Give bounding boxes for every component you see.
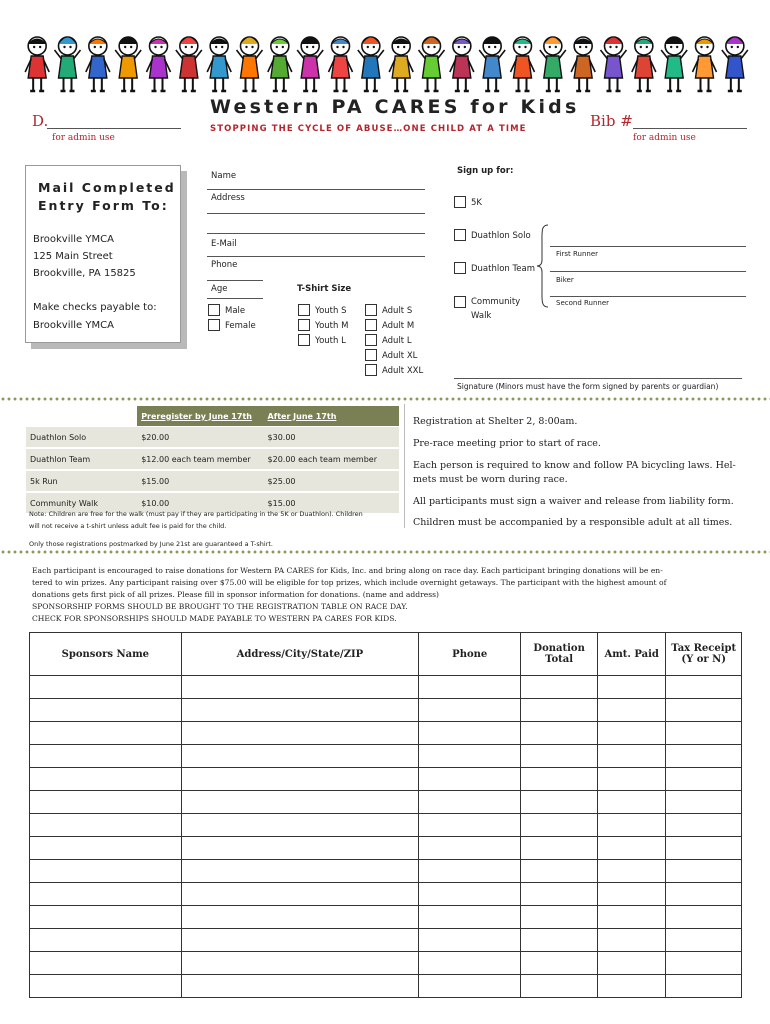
sponsor-cell[interactable] bbox=[419, 676, 521, 699]
kids-banner-image bbox=[22, 32, 750, 94]
sponsor-cell[interactable] bbox=[666, 722, 742, 745]
sponsor-cell[interactable] bbox=[521, 676, 598, 699]
sponsor-header-donation bbox=[521, 633, 598, 676]
sponsor-cell[interactable] bbox=[30, 906, 182, 929]
sponsor-cell[interactable] bbox=[597, 676, 665, 699]
receipt-header-line1: Tax Receipt bbox=[671, 643, 737, 654]
sponsor-row bbox=[30, 676, 742, 699]
divider-dots-1 bbox=[0, 397, 770, 401]
pricing-header-blank bbox=[26, 406, 137, 427]
cartoon-kid-icon bbox=[450, 37, 474, 91]
sponsor-cell[interactable] bbox=[666, 837, 742, 860]
cartoon-kid-icon bbox=[147, 37, 171, 91]
community-label: Community bbox=[471, 297, 521, 307]
sponsor-cell[interactable] bbox=[521, 906, 598, 929]
sponsor-cell[interactable] bbox=[666, 676, 742, 699]
sponsor-cell[interactable] bbox=[181, 837, 419, 860]
sponsor-header-tax-receipt bbox=[666, 633, 742, 676]
youth-s-checkbox[interactable] bbox=[298, 304, 310, 316]
sponsor-cell[interactable] bbox=[597, 883, 665, 906]
cartoon-kid-icon bbox=[632, 37, 656, 91]
mail-heading-line2: Entry Form To: bbox=[38, 198, 169, 213]
sponsor-row bbox=[30, 906, 742, 929]
walk-label: Walk bbox=[471, 311, 492, 321]
phone-label: Phone bbox=[211, 260, 238, 270]
sponsor-cell[interactable] bbox=[666, 745, 742, 768]
name-field[interactable] bbox=[207, 189, 425, 190]
sponsor-cell[interactable] bbox=[521, 860, 598, 883]
youth-m-checkbox[interactable] bbox=[298, 319, 310, 331]
sponsor-cell[interactable] bbox=[419, 722, 521, 745]
sponsor-cell[interactable] bbox=[181, 860, 419, 883]
tagline: STOPPING THE CYCLE OF ABUSE…ONE CHILD AT A TIME bbox=[210, 124, 527, 134]
sponsor-cell[interactable] bbox=[419, 699, 521, 722]
bib-note: for admin use bbox=[633, 133, 696, 143]
info-line-children: Children must be accompanied by a responsible adult at all times. bbox=[413, 517, 733, 528]
sponsor-cell[interactable] bbox=[597, 952, 665, 975]
pricing-event: Community Walk bbox=[26, 492, 137, 514]
second-runner-label: Second Runner bbox=[556, 299, 610, 307]
pricing-pre: $20.00 bbox=[137, 427, 263, 449]
second-runner-field[interactable] bbox=[550, 296, 746, 297]
sponsor-cell[interactable] bbox=[521, 952, 598, 975]
pricing-header-row bbox=[26, 406, 399, 427]
sponsor-cell[interactable] bbox=[521, 837, 598, 860]
sponsor-cell[interactable] bbox=[181, 745, 419, 768]
mail-heading-line1: Mail Completed bbox=[38, 180, 176, 195]
first-runner-field[interactable] bbox=[550, 246, 746, 247]
sponsor-cell[interactable] bbox=[419, 814, 521, 837]
sponsor-cell[interactable] bbox=[419, 929, 521, 952]
female-label: Female bbox=[225, 321, 256, 331]
sponsor-cell[interactable] bbox=[419, 837, 521, 860]
adult-xxl-checkbox[interactable] bbox=[365, 364, 377, 376]
sponsor-cell[interactable] bbox=[30, 929, 182, 952]
receipt-header-line2: (Y or N) bbox=[681, 654, 727, 665]
community-walk-checkbox[interactable] bbox=[454, 296, 466, 308]
pricing-header-preregister: Preregister by June 17th bbox=[137, 406, 263, 427]
sponsor-cell[interactable] bbox=[30, 975, 182, 998]
pricing-pre: $12.00 each team member bbox=[137, 448, 263, 470]
sponsor-cell[interactable] bbox=[521, 929, 598, 952]
pricing-after: $15.00 bbox=[264, 492, 399, 514]
5k-checkbox[interactable] bbox=[454, 196, 466, 208]
duathlon-team-label: Duathlon Team bbox=[471, 264, 535, 274]
sponsor-cell[interactable] bbox=[597, 814, 665, 837]
pricing-event: Duathlon Team bbox=[26, 448, 137, 470]
admin-id-label: D. bbox=[32, 112, 49, 130]
pricing-after: $30.00 bbox=[264, 427, 399, 449]
sponsor-cell[interactable] bbox=[181, 814, 419, 837]
pricing-table bbox=[26, 406, 399, 515]
sponsor-header-row bbox=[30, 633, 742, 676]
sponsor-row bbox=[30, 699, 742, 722]
pricing-note-line1: Note: Children are free for the walk (must pay if they are participating in the 5K or Duathlon). Children bbox=[29, 510, 363, 518]
female-checkbox[interactable] bbox=[208, 319, 220, 331]
sponsor-header-name: Sponsors Name bbox=[30, 633, 182, 676]
sponsor-cell[interactable] bbox=[181, 722, 419, 745]
sponsor-row bbox=[30, 768, 742, 791]
adult-m-checkbox[interactable] bbox=[365, 319, 377, 331]
address-label: Address bbox=[211, 193, 245, 203]
cartoon-kid-icon bbox=[722, 37, 748, 91]
admin-id-line[interactable] bbox=[47, 128, 181, 129]
pricing-event: Duathlon Solo bbox=[26, 427, 137, 449]
sponsor-cell[interactable] bbox=[181, 768, 419, 791]
name-label: Name bbox=[211, 171, 237, 181]
cartoon-kid-icon bbox=[268, 37, 292, 91]
signature-note: Signature (Minors must have the form signed by parents or guardian) bbox=[457, 382, 719, 391]
admin-id-note: for admin use bbox=[52, 133, 115, 143]
sponsor-cell[interactable] bbox=[181, 929, 419, 952]
sponsor-row bbox=[30, 929, 742, 952]
sponsor-row bbox=[30, 952, 742, 975]
checks-payee: Brookville YMCA bbox=[33, 320, 114, 331]
cartoon-kid-icon bbox=[207, 37, 231, 91]
adult-l-label: Adult L bbox=[382, 336, 412, 346]
checks-label: Make checks payable to: bbox=[33, 302, 157, 313]
pricing-row bbox=[26, 427, 399, 449]
sponsor-cell[interactable] bbox=[666, 975, 742, 998]
donation-caps-line2: CHECK FOR SPONSORSHIPS SHOULD MADE PAYABLE TO WESTERN PA CARES FOR KIDS. bbox=[32, 614, 397, 623]
sponsor-cell[interactable] bbox=[666, 929, 742, 952]
sponsor-cell[interactable] bbox=[181, 975, 419, 998]
sponsor-row bbox=[30, 883, 742, 906]
cartoon-kid-icon bbox=[358, 37, 384, 91]
sponsor-cell[interactable] bbox=[30, 883, 182, 906]
adult-m-label: Adult M bbox=[382, 321, 415, 331]
sponsor-cell[interactable] bbox=[666, 768, 742, 791]
donation-para-line3: donations gets first pick of all prizes. Please fill in sponsor information for donations. (name and address) bbox=[32, 590, 440, 599]
sponsor-header-address: Address/City/State/ZIP bbox=[181, 633, 419, 676]
cartoon-kid-icon bbox=[297, 37, 323, 91]
sponsor-cell[interactable] bbox=[521, 791, 598, 814]
5k-label: 5K bbox=[471, 198, 482, 208]
adult-s-label: Adult S bbox=[382, 306, 413, 316]
sponsor-cell[interactable] bbox=[419, 975, 521, 998]
sponsor-row bbox=[30, 860, 742, 883]
email-field[interactable] bbox=[207, 256, 425, 257]
sponsor-cell[interactable] bbox=[521, 745, 598, 768]
sponsor-cell[interactable] bbox=[597, 722, 665, 745]
sponsor-cell[interactable] bbox=[521, 883, 598, 906]
youth-s-label: Youth S bbox=[315, 306, 347, 316]
mail-address-line3: Brookville, PA 15825 bbox=[33, 268, 136, 279]
cartoon-kid-icon bbox=[25, 37, 49, 91]
adult-xl-checkbox[interactable] bbox=[365, 349, 377, 361]
pricing-note-line2: will not receive a t-shirt unless adult fee is paid for the child. bbox=[29, 522, 227, 530]
youth-l-checkbox[interactable] bbox=[298, 334, 310, 346]
sponsor-cell[interactable] bbox=[666, 860, 742, 883]
sponsor-cell[interactable] bbox=[30, 699, 182, 722]
sponsor-cell[interactable] bbox=[597, 929, 665, 952]
cartoon-kid-icon bbox=[540, 37, 566, 91]
donation-para-line2: tered to win prizes. Any participant raising over $75.00 will be eligible for top prizes, which include overnight getaways. The participant with the highest amount of bbox=[32, 578, 667, 587]
sponsor-cell[interactable] bbox=[30, 791, 182, 814]
sponsor-cell[interactable] bbox=[666, 814, 742, 837]
first-runner-label: First Runner bbox=[556, 250, 598, 258]
youth-m-label: Youth M bbox=[315, 321, 349, 331]
youth-l-label: Youth L bbox=[315, 336, 346, 346]
sponsor-cell[interactable] bbox=[30, 952, 182, 975]
sponsor-cell[interactable] bbox=[666, 883, 742, 906]
tshirt-guarantee-note: Only those registrations postmarked by June 21st are guaranteed a T-shirt. bbox=[29, 540, 273, 548]
sponsor-cell[interactable] bbox=[181, 676, 419, 699]
pricing-pre: $10.00 bbox=[137, 492, 263, 514]
sponsor-row bbox=[30, 791, 742, 814]
adult-xl-label: Adult XL bbox=[382, 351, 418, 361]
pricing-row bbox=[26, 448, 399, 470]
sponsor-cell[interactable] bbox=[181, 791, 419, 814]
sponsor-row bbox=[30, 745, 742, 768]
cartoon-kid-icon bbox=[389, 37, 413, 91]
donation-para-line1: Each participant is encouraged to raise donations for Western PA CARES for Kids, Inc. and bring along on race day. Each participant bringing donations will be en- bbox=[32, 566, 663, 575]
sponsor-cell[interactable] bbox=[419, 768, 521, 791]
cartoon-kid-icon bbox=[479, 37, 505, 91]
sponsor-cell[interactable] bbox=[419, 745, 521, 768]
sponsor-cell[interactable] bbox=[419, 860, 521, 883]
pricing-header-after: After June 17th bbox=[264, 406, 399, 427]
sponsor-cell[interactable] bbox=[181, 883, 419, 906]
sponsor-row bbox=[30, 837, 742, 860]
sponsor-cell[interactable] bbox=[419, 906, 521, 929]
adult-l-checkbox[interactable] bbox=[365, 334, 377, 346]
mail-address-line2: 125 Main Street bbox=[33, 251, 113, 262]
sponsor-cell[interactable] bbox=[597, 745, 665, 768]
male-checkbox[interactable] bbox=[208, 304, 220, 316]
sponsor-cell[interactable] bbox=[521, 814, 598, 837]
pricing-pre: $15.00 bbox=[137, 470, 263, 492]
duathlon-team-checkbox[interactable] bbox=[454, 262, 466, 274]
sponsor-cell[interactable] bbox=[597, 699, 665, 722]
sponsor-cell[interactable] bbox=[597, 791, 665, 814]
sponsor-cell[interactable] bbox=[597, 860, 665, 883]
age-field[interactable] bbox=[207, 298, 263, 299]
address-field-line1[interactable] bbox=[207, 213, 425, 214]
pricing-after: $25.00 bbox=[264, 470, 399, 492]
pricing-after: $20.00 each team member bbox=[264, 448, 399, 470]
cartoon-kid-icon bbox=[86, 37, 110, 91]
sponsor-cell[interactable] bbox=[666, 906, 742, 929]
sponsor-cell[interactable] bbox=[30, 860, 182, 883]
cartoon-kid-icon bbox=[329, 37, 353, 91]
sponsor-row bbox=[30, 814, 742, 837]
donation-header-line1: Donation bbox=[533, 643, 585, 654]
duathlon-solo-checkbox[interactable] bbox=[454, 229, 466, 241]
team-brace-icon bbox=[536, 224, 550, 308]
sponsor-cell[interactable] bbox=[666, 791, 742, 814]
cartoon-kid-icon bbox=[55, 37, 81, 91]
cartoon-kid-icon bbox=[601, 37, 627, 91]
sponsor-cell[interactable] bbox=[597, 906, 665, 929]
sponsor-cell[interactable] bbox=[30, 722, 182, 745]
cartoon-kid-icon bbox=[419, 37, 445, 91]
sponsor-cell[interactable] bbox=[419, 791, 521, 814]
sponsor-cell[interactable] bbox=[521, 975, 598, 998]
cartoon-kid-icon bbox=[176, 37, 202, 91]
biker-field[interactable] bbox=[550, 271, 746, 272]
bib-label: Bib # bbox=[590, 112, 633, 130]
sponsor-header-amt-paid: Amt. Paid bbox=[597, 633, 665, 676]
sponsor-cell[interactable] bbox=[181, 699, 419, 722]
sponsor-cell[interactable] bbox=[597, 837, 665, 860]
info-line-registration: Registration at Shelter 2, 8:00am. bbox=[413, 416, 578, 427]
sponsor-cell[interactable] bbox=[181, 952, 419, 975]
sponsor-cell[interactable] bbox=[521, 699, 598, 722]
tshirt-size-label: T-Shirt Size bbox=[297, 284, 352, 294]
cartoon-kid-icon bbox=[115, 37, 141, 91]
phone-field[interactable] bbox=[207, 280, 263, 281]
info-line-bicycle-b: mets must be worn during race. bbox=[413, 474, 568, 485]
cartoon-kid-icon bbox=[571, 37, 595, 91]
sponsor-cell[interactable] bbox=[521, 722, 598, 745]
biker-label: Biker bbox=[556, 276, 574, 284]
info-line-meeting: Pre-race meeting prior to start of race. bbox=[413, 438, 601, 449]
pricing-event: 5k Run bbox=[26, 470, 137, 492]
sponsor-table bbox=[29, 632, 742, 998]
address-field-line2[interactable] bbox=[207, 233, 425, 234]
info-line-waiver: All participants must sign a waiver and release from liability form. bbox=[413, 496, 734, 507]
cartoon-kid-icon bbox=[511, 37, 535, 91]
page-title: Western PA CARES for Kids bbox=[210, 96, 580, 118]
mail-to-box bbox=[25, 165, 181, 343]
email-label: E-Mail bbox=[211, 239, 237, 249]
sponsor-cell[interactable] bbox=[597, 975, 665, 998]
sponsor-row bbox=[30, 722, 742, 745]
sponsor-cell[interactable] bbox=[30, 837, 182, 860]
cartoon-kid-icon bbox=[237, 37, 263, 91]
sponsor-header-phone: Phone bbox=[419, 633, 521, 676]
age-label: Age bbox=[211, 284, 228, 294]
signup-label: Sign up for: bbox=[457, 166, 514, 176]
sponsor-cell[interactable] bbox=[666, 699, 742, 722]
sponsor-cell[interactable] bbox=[30, 745, 182, 768]
male-label: Male bbox=[225, 306, 246, 316]
divider-dots-2 bbox=[0, 550, 770, 554]
sponsor-cell[interactable] bbox=[30, 768, 182, 791]
mail-address-line1: Brookville YMCA bbox=[33, 234, 114, 245]
sponsor-cell[interactable] bbox=[597, 768, 665, 791]
sponsor-cell[interactable] bbox=[666, 952, 742, 975]
sponsor-cell[interactable] bbox=[521, 768, 598, 791]
cartoon-kid-icon bbox=[693, 37, 717, 91]
sponsor-cell[interactable] bbox=[419, 883, 521, 906]
info-line-bicycle-a: Each person is required to know and follow PA bicycling laws. Hel- bbox=[413, 460, 736, 471]
adult-xxl-label: Adult XXL bbox=[382, 366, 424, 376]
sponsor-cell[interactable] bbox=[30, 814, 182, 837]
pricing-row bbox=[26, 470, 399, 492]
duathlon-solo-label: Duathlon Solo bbox=[471, 231, 531, 241]
adult-s-checkbox[interactable] bbox=[365, 304, 377, 316]
cartoon-kid-icon bbox=[661, 37, 687, 91]
donation-header-line2: Total bbox=[545, 654, 574, 665]
bib-line[interactable] bbox=[633, 128, 747, 129]
donation-caps-line1: SPONSORSHIP FORMS SHOULD BE BROUGHT TO THE REGISTRATION TABLE ON RACE DAY. bbox=[32, 602, 408, 611]
sponsor-cell[interactable] bbox=[419, 952, 521, 975]
signature-field[interactable] bbox=[454, 378, 742, 379]
sponsor-cell[interactable] bbox=[30, 676, 182, 699]
sponsor-cell[interactable] bbox=[181, 906, 419, 929]
info-divider bbox=[404, 404, 405, 528]
sponsor-row bbox=[30, 975, 742, 998]
